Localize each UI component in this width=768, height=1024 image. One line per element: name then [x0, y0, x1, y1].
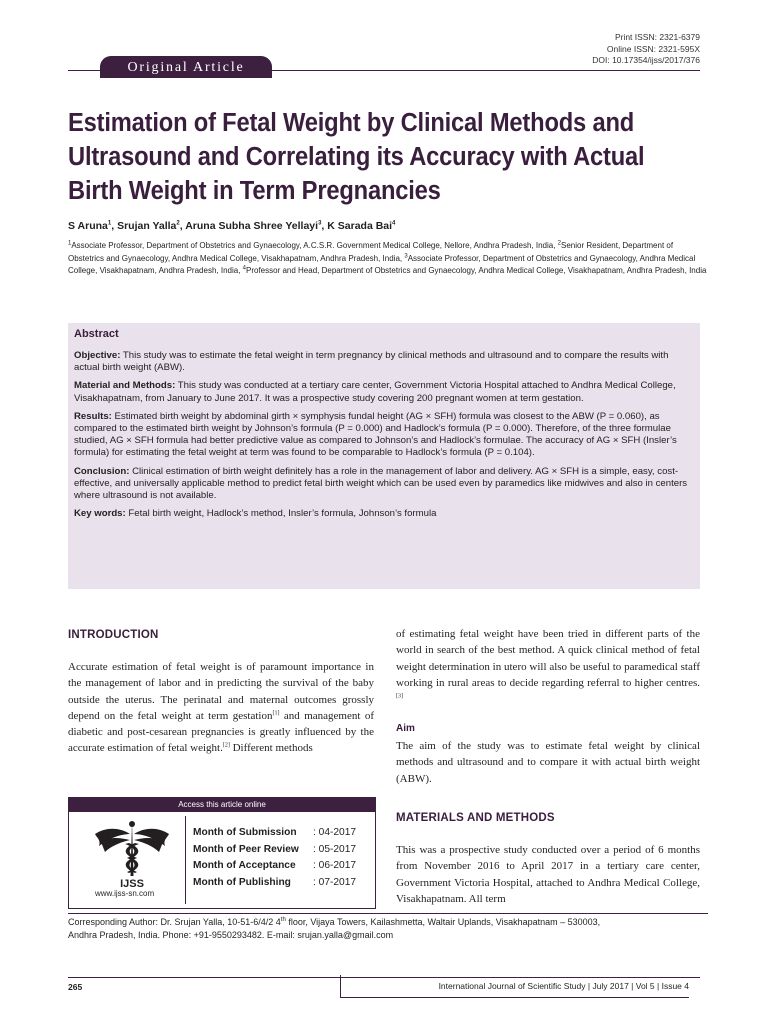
box-divider: [185, 816, 186, 904]
abstract-keywords: Key words: Fetal birth weight, Hadlock’s method, Insler’s formula, Johnson’s formula: [74, 508, 437, 520]
abstract-heading: Abstract: [74, 328, 119, 340]
page-number: 265: [68, 982, 83, 992]
caduceus-icon: [87, 816, 177, 892]
introduction-heading: INTRODUCTION: [68, 629, 159, 641]
citation-ref[interactable]: [1]: [272, 710, 280, 717]
article-type-badge: Original Article: [100, 56, 272, 78]
online-issn: Online ISSN: 2321-595X: [606, 43, 700, 54]
abstract-body: [74, 350, 694, 526]
author-name: K Sarada Bai: [327, 220, 393, 232]
author-list: S Aruna$^1$, Srujan Yalla$^2$, Aruna Subha Shree Yellayi$^3$, K Sarada Bai$^4$: [68, 220, 396, 232]
affiliation: Senior Resident, Department of Obstetrics and Gynaecology, Andhra Medical College, Visakhapatnam, Andhra Pradesh, India,: [68, 241, 674, 263]
introduction-paragraph: Accurate estimation of fetal weight is of paramount importance in the management of labor and in predicting the survival of the baby outside the uterus. The perinatal and maternal outcomes grossly depend on the fetal weight at term gestation[1] and management of diabetic and post-cesarean pregnancies is greatly influenced by the accurate estimation of fetal weight.[2] Different methods: [68, 661, 374, 755]
aim-paragraph: The aim of the study was to estimate fetal weight by clinical methods and ultrasound and to compare it with actual birth weight (ABW).: [396, 740, 700, 785]
affiliation: Professor and Head, Department of Obstetrics and Gynaecology, Andhra Medical College, Visakhapatnam, Andhra Pradesh, India: [246, 266, 707, 275]
abstract-conclusion: Conclusion: Clinical estimation of birth weight definitely has a role in the management of labor and delivery. AG × SFH is a simple, easy, cost-effective, and universally applicable method to predict fetal birth weight which can be used even by paramedics like midwives and also in centers where ultrasound is not available.: [74, 465, 688, 502]
journal-url[interactable]: www.ijss-sn.com: [95, 889, 155, 898]
introduction-paragraph-continued: of estimating fetal weight have been tried in different parts of the world in search of the best method. A quick clinical method of fetal weight determination in utero will also be useful to paramedical staff working in rural areas to decide regarding referral to higher centres.[3]: [396, 628, 700, 700]
abstract-objective: Objective: This study was to estimate the fetal weight in term pregnancy by clinical methods and ultrasound and to compare the results with actual birth weight (ABW).: [74, 350, 669, 374]
abstract-results: Results: Estimated birth weight by abdominal girth × symphysis fundal height (AG × SFH) formula was closest to the ABW (P = 0.060), as compared to the estimated birth weight by Johnson’s formula (P = 0.000) and Hadlock’s formula (P = 0.000). Therefore, of the three formulae studied, AG × SFH formula had better predictive value as compared to Johnson’s and Hadlock’s formulae. The accuracy of AG × SFH (Insler’s formula) for estimating the fetal weight at term was found to be comparable to Hadlock’s formula (P = 0.104).: [74, 410, 677, 459]
affiliation: Associate Professor, Department of Obstetrics and Gynaecology, Andhra Medical College, Visakhapatnam, Andhra Pradesh, India,: [68, 253, 696, 275]
date-row: Month of Acceptance : 06-2017: [193, 860, 357, 871]
date-row: Month of Publishing : 07-2017: [193, 876, 357, 888]
corresponding-author: Corresponding Author: Dr. Srujan Yalla, 10-51-6/4/2 4th floor, Vijaya Towers, Kailashmetta, Waltair Uplands, Visakhapatnam – 530003, Andhra Pradesh, India. Phone: +91-9550293482. E-mail: srujan.yalla@gmail.com: [68, 913, 708, 942]
author-name: Srujan Yalla: [117, 220, 177, 232]
date-row: Month of Submission : 04-2017: [193, 827, 357, 838]
author-name: S Aruna: [68, 220, 108, 232]
access-article-box: [68, 797, 376, 909]
print-issn: Print ISSN: 2321-6379: [614, 32, 700, 42]
methods-paragraph: This was a prospective study conducted over a period of 6 months from November 2016 to April 2017 in a tertiary care center, Government Victoria Hospital, attached to Andhra Medical College, Visakhapatnam. All term: [396, 844, 700, 905]
affiliation: Associate Professor, Department of Obstetrics and Gynaecology, A.C.S.R. Government Medical College, Nellore, Andhra Pradesh, India,: [71, 241, 556, 250]
abstract-methods: Material and Methods: This study was conducted at a tertiary care center, Government Victoria Hospital attached to Andhra Medical College, Visakhapatnam, from January to June 2017. It was a prospective study covering 200 pregnant women at term gestation.: [74, 380, 676, 404]
date-row: Month of Peer Review : 05-2017: [193, 843, 357, 855]
issn-block: [592, 32, 700, 67]
publication-dates: [193, 825, 356, 891]
journal-logo: [87, 816, 177, 892]
doi: DOI: 10.17354/ijss/2017/376: [592, 55, 700, 65]
journal-footer: International Journal of Scientific Study | July 2017 | Vol 5 | Issue 4: [340, 975, 689, 998]
article-title: Estimation of Fetal Weight by Clinical Methods and Ultrasound and Correlating its Accuracy with Actual Birth Weight in Term Pregnancies: [68, 109, 645, 205]
author-name: Aruna Subha Shree Yellayi: [185, 220, 319, 232]
logo-text: IJSS: [120, 878, 144, 890]
citation-ref[interactable]: [2]: [222, 742, 230, 749]
affiliations: $^1$Associate Professor, Department of Obstetrics and Gynaecology, A.C.S.R. Government Medical College, Nellore, Andhra Pradesh, India, $^2$Senior Resident, Department of Obstetrics and Gynaecology, Andhra Medical College, Visakhapatnam, Andhra Pradesh, India, $^3$Associate Professor, Department of Obstetrics and Gynaecology, Andhra Medical College, Visakhapatnam, Andhra Pradesh, India, $^4$Professor and Head, Department of Obstetrics and Gynaecology, Andhra Medical College, Visakhapatnam, Andhra Pradesh, India: [68, 240, 707, 275]
aim-heading: Aim: [396, 723, 415, 734]
corresponding-contact: Andhra Pradesh, India. Phone: +91-9550293482. E-mail: srujan.yalla@gmail.com: [68, 930, 394, 940]
abstract-box: [68, 323, 700, 589]
access-bar: Access this article online: [69, 798, 375, 812]
citation-ref[interactable]: [3]: [396, 693, 403, 700]
methods-heading: MATERIALS AND METHODS: [396, 812, 555, 824]
